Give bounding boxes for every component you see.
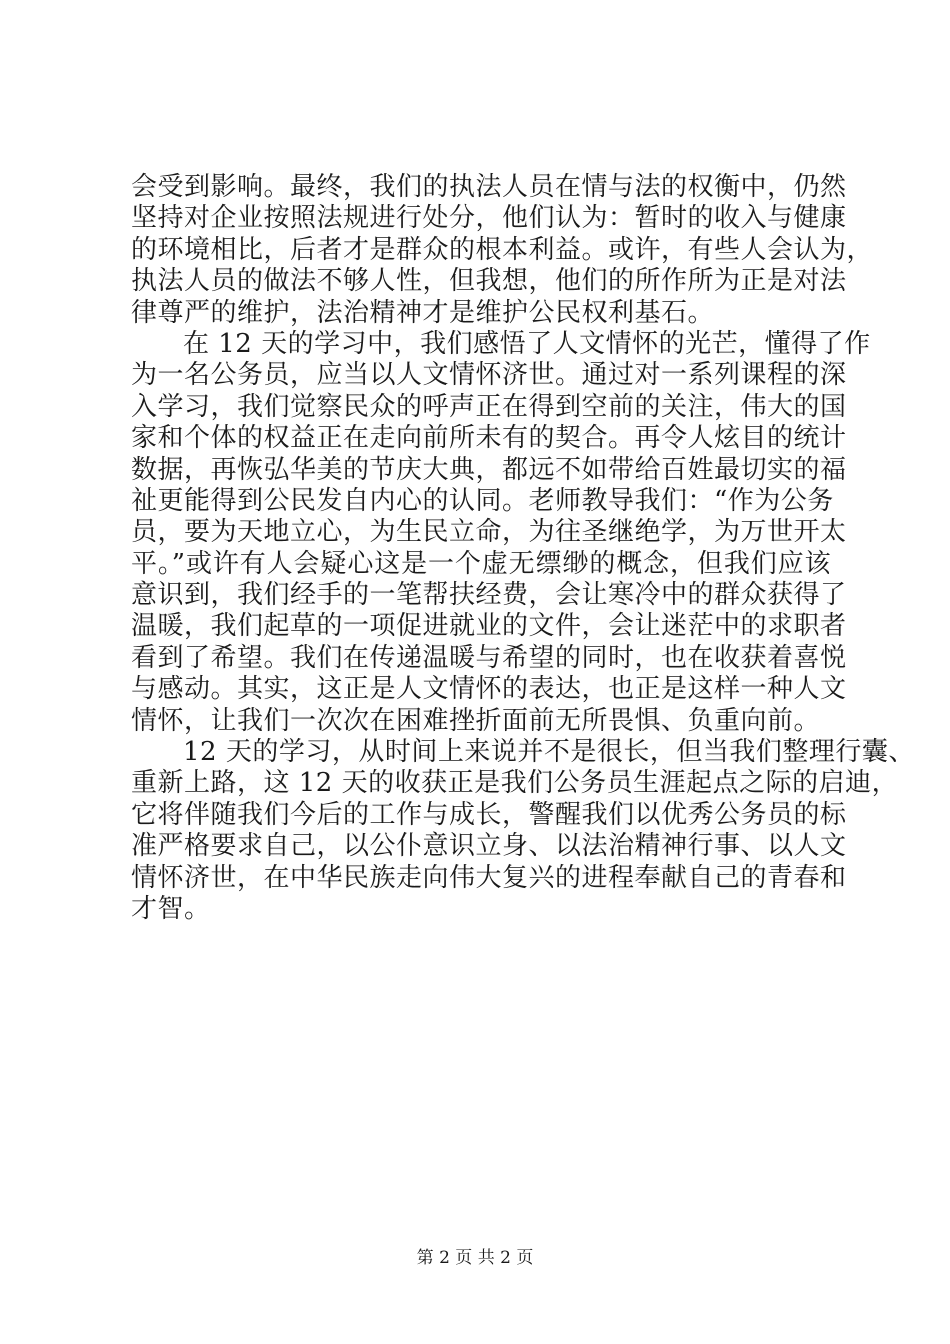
paragraph-3-line-4: 准严格要求自己，以公仆意识立身、以法治精神行事、以人文 bbox=[131, 831, 847, 862]
paragraph-3-line-1: 12 天的学习，从时间上来说并不是很长，但当我们整理行囊、 bbox=[183, 737, 915, 768]
page-number-footer: 第 2 页 共 2 页 bbox=[416, 1248, 534, 1268]
paragraph-2-line-1: 在 12 天的学习中，我们感悟了人文情怀的光芒，懂得了作 bbox=[183, 328, 871, 359]
body-text bbox=[131, 172, 915, 925]
paragraph-2-line-7: 员，要为天地立心，为生民立命，为往圣继绝学，为万世开太 bbox=[131, 517, 847, 548]
paragraph-2-line-3: 入学习，我们觉察民众的呼声正在得到空前的关注，伟大的国 bbox=[131, 391, 847, 422]
paragraph-2-line-11: 看到了希望。我们在传递温暖与希望的同时，也在收获着喜悦 bbox=[131, 642, 847, 673]
paragraph-3-line-6: 才智。 bbox=[131, 893, 211, 924]
paragraph-2-line-5: 数据，再恢弘华美的节庆大典，都远不如带给百姓最切实的福 bbox=[131, 454, 847, 485]
paragraph-2-line-6: 祉更能得到公民发自内心的认同。老师教导我们：“作为公务 bbox=[131, 485, 834, 516]
paragraph-2-line-9: 意识到，我们经手的一笔帮扶经费，会让寒冷中的群众获得了 bbox=[131, 580, 847, 611]
paragraph-1-line-1: 会受到影响。最终，我们的执法人员在情与法的权衡中，仍然 bbox=[131, 172, 847, 202]
paragraph-2-line-12: 与感动。其实，这正是人文情怀的表达，也正是这样一种人文 bbox=[131, 674, 847, 705]
paragraph-3-line-2: 重新上路，这 12 天的收获正是我们公务员生涯起点之际的启迪， bbox=[131, 768, 899, 799]
paragraph-1-line-4: 执法人员的做法不够人性，但我想，他们的所作所为正是对法 bbox=[131, 266, 847, 297]
paragraph-2-line-4: 家和个体的权益正在走向前所未有的契合。再令人炫目的统计 bbox=[131, 423, 847, 454]
paragraph-2-line-10: 温暖，我们起草的一项促进就业的文件，会让迷茫中的求职者 bbox=[131, 611, 847, 642]
paragraph-1-line-3: 的环境相比，后者才是群众的根本利益。或许，有些人会认为， bbox=[131, 234, 874, 265]
paragraph-1-line-5: 律尊严的维护，法治精神才是维护公民权利基石。 bbox=[131, 297, 715, 328]
paragraph-3-line-5: 情怀济世，在中华民族走向伟大复兴的进程奉献自己的青春和 bbox=[131, 862, 847, 893]
paragraph-2-line-8: 平。”或许有人会疑心这是一个虚无缥缈的概念，但我们应该 bbox=[131, 548, 831, 579]
paragraph-2-line-13: 情怀，让我们一次次在困难挫折面前无所畏惧、负重向前。 bbox=[131, 705, 821, 736]
paragraph-1-line-2: 坚持对企业按照法规进行处分，他们认为：暂时的收入与健康 bbox=[131, 203, 847, 234]
paragraph-3-line-3: 它将伴随我们今后的工作与成长，警醒我们以优秀公务员的标 bbox=[131, 799, 847, 830]
paragraph-2-line-2: 为一名公务员，应当以人文情怀济世。通过对一系列课程的深 bbox=[131, 360, 847, 391]
